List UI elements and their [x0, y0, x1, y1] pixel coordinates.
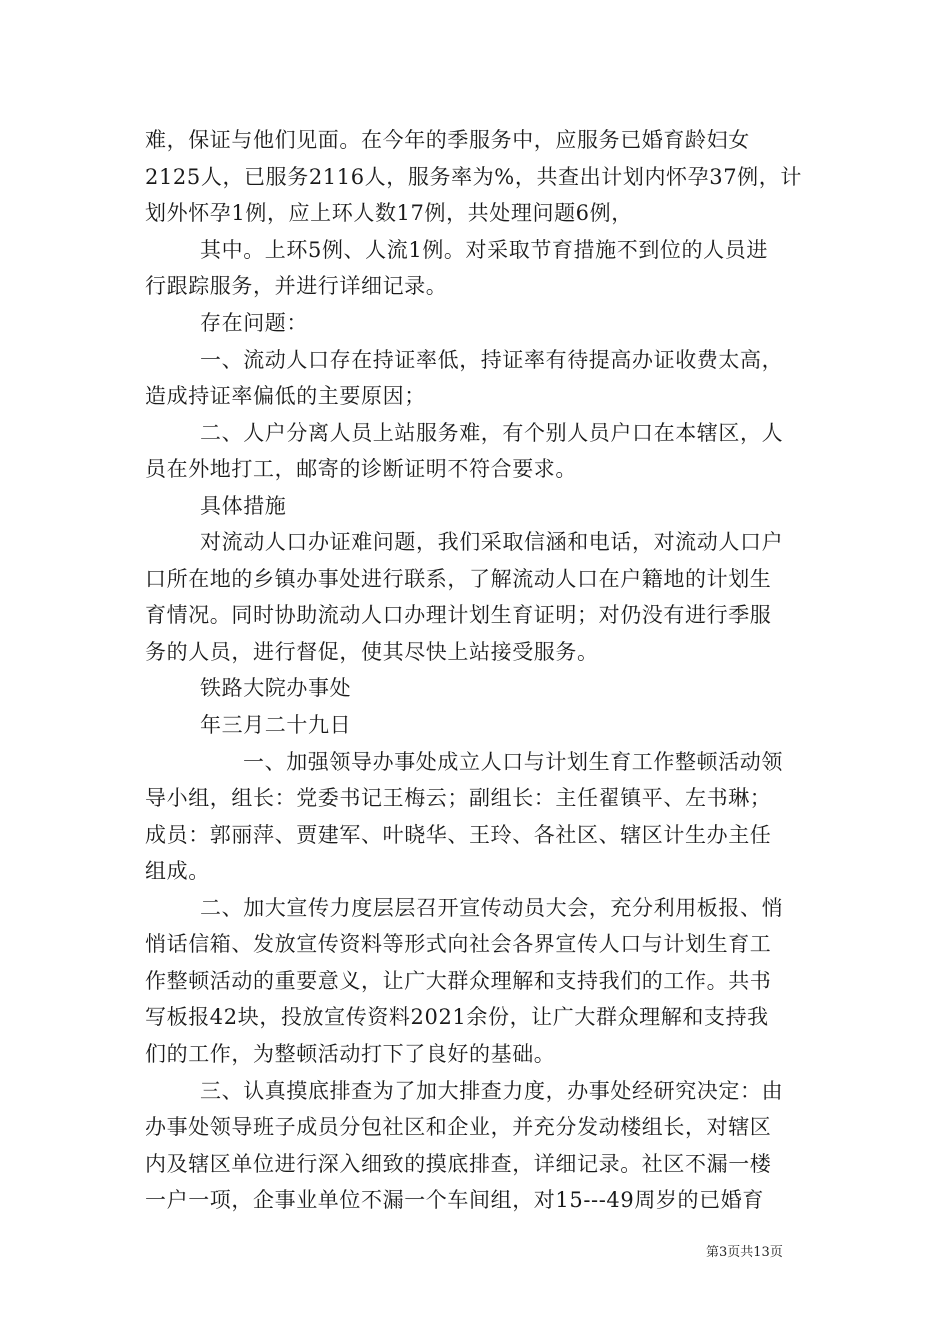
text-line-8: 造成持证率偏低的主要原因；: [145, 384, 426, 408]
text-line-13: 口所在地的乡镇办事处进行联系，了解流动人口在户籍地的计划生: [145, 567, 772, 591]
signature-office: 铁路大院办事处: [200, 676, 352, 700]
text-line-14: 育情况。同时协助流动人口办理计划生育证明；对仍没有进行季服: [145, 603, 772, 627]
text-line-23: 悄话信箱、发放宣传资料等形式向社会各界宣传人口与计划生育工: [145, 932, 772, 956]
section-heading-measures: 具体措施: [200, 494, 287, 518]
text-line-21: 组成。: [145, 859, 210, 883]
text-line-3: 划外怀孕1例，应上环人数17例，共处理问题6例，: [145, 201, 633, 225]
text-line-20: 成员：郭丽萍、贾建军、叶晓华、王玲、各社区、辖区计生办主任: [145, 823, 772, 847]
text-line-24: 作整顿活动的重要意义，让广大群众理解和支持我们的工作。共书: [145, 969, 772, 993]
text-line-10: 员在外地打工，邮寄的诊断证明不符合要求。: [145, 457, 577, 481]
page-number-footer: 第3页共13页: [706, 1245, 783, 1260]
signature-date: 年三月二十九日: [200, 713, 352, 737]
text-line-12: 对流动人口办证难问题，我们采取信涵和电话，对流动人口户: [200, 530, 784, 554]
text-line-26: 们的工作，为整顿活动打下了良好的基础。: [145, 1042, 556, 1066]
section-heading-problems: 存在问题：: [200, 311, 308, 335]
text-line-19: 导小组，组长：党委书记王梅云；副组长：主任翟镇平、左书琳；: [145, 786, 772, 810]
text-line-28: 办事处领导班子成员分包社区和企业，并充分发动楼组长，对辖区: [145, 1115, 772, 1139]
text-line-25: 写板报42块，投放宣传资料2021余份，让广大群众理解和支持我: [145, 1005, 769, 1029]
text-line-9: 二、人户分离人员上站服务难，有个别人员户口在本辖区，人: [200, 421, 784, 445]
text-line-22: 二、加大宣传力度层层召开宣传动员大会，充分利用板报、悄: [200, 896, 784, 920]
text-line-5: 行跟踪服务，并进行详细记录。: [145, 274, 448, 298]
text-line-29: 内及辖区单位进行深入细致的摸底排查，详细记录。社区不漏一楼: [145, 1152, 772, 1176]
text-line-2: 2125人，已服务2116人，服务率为%，共查出计划内怀孕37例，计: [145, 165, 802, 189]
text-line-1: 难，保证与他们见面。在今年的季服务中，应服务已婚育龄妇女: [145, 128, 750, 152]
text-line-27: 三、认真摸底排查为了加大排查力度，办事处经研究决定：由: [200, 1079, 784, 1103]
text-line-4: 其中。上环5例、人流1例。对采取节育措施不到位的人员进: [200, 238, 768, 262]
text-line-15: 务的人员，进行督促，使其尽快上站接受服务。: [145, 640, 599, 664]
text-line-18: 一、加强领导办事处成立人口与计划生育工作整顿活动领: [243, 750, 783, 774]
text-line-7: 一、流动人口存在持证率低，持证率有待提高办证收费太高，: [200, 348, 784, 372]
text-line-30: 一户一项，企事业单位不漏一个车间组，对15---49周岁的已婚育: [145, 1188, 764, 1212]
